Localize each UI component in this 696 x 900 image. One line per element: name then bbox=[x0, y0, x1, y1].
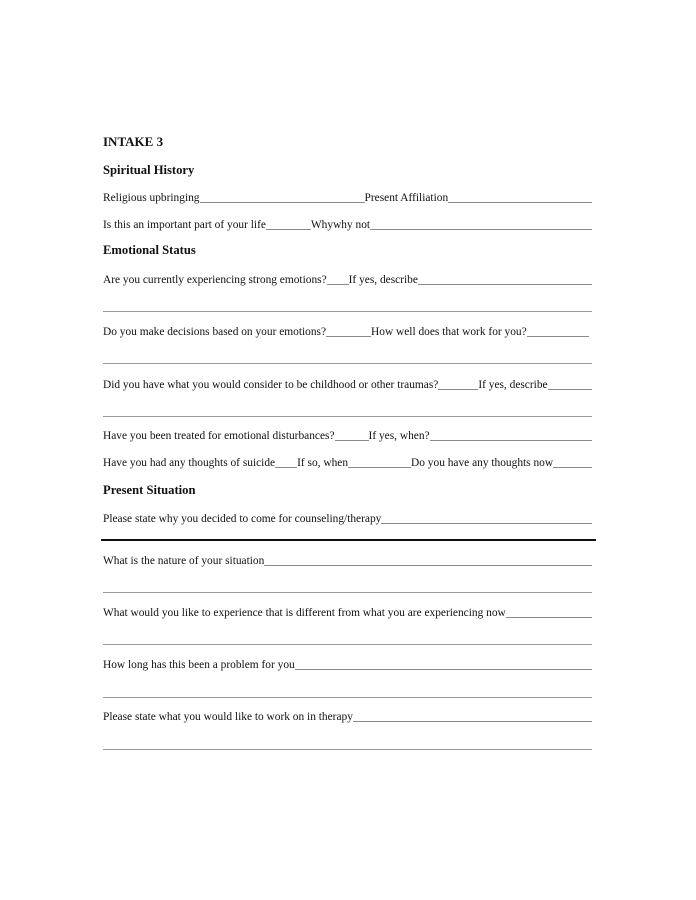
field-nature-situation[interactable] bbox=[264, 565, 592, 566]
field-treated-when[interactable] bbox=[430, 440, 592, 441]
label-childhood-traumas: Did you have what you would consider to be childhood or other traumas? bbox=[103, 379, 439, 391]
field-suicide-when[interactable] bbox=[348, 467, 411, 468]
field-religious-upbringing[interactable] bbox=[200, 202, 365, 203]
field-present-affiliation[interactable] bbox=[448, 202, 592, 203]
form-row-how-long-problem bbox=[103, 656, 592, 672]
section-heading-emotional-status: Emotional Status bbox=[103, 243, 196, 257]
field-important-part[interactable] bbox=[266, 229, 311, 230]
label-present-affiliation: Present Affiliation bbox=[364, 192, 449, 204]
field-nature-situation-continued[interactable] bbox=[103, 592, 592, 593]
field-describe-emotions-continued[interactable] bbox=[103, 311, 592, 312]
form-row-experience-different bbox=[103, 604, 592, 620]
label-work-on-therapy: Please state what you would like to work on in therapy bbox=[103, 711, 353, 723]
field-how-long-problem-continued[interactable] bbox=[103, 697, 592, 698]
label-treated-disturbances: Have you been treated for emotional disturbances? bbox=[103, 430, 335, 442]
field-experience-different-continued[interactable] bbox=[103, 644, 592, 645]
field-how-well-works[interactable] bbox=[527, 336, 589, 337]
label-suicide-thoughts: Have you had any thoughts of suicide bbox=[103, 457, 276, 469]
form-row-nature-situation bbox=[103, 552, 592, 568]
form-row-treated-disturbances bbox=[103, 427, 592, 443]
label-why-why-not: Whywhy not bbox=[310, 219, 371, 231]
form-row-religious-upbringing bbox=[103, 189, 592, 205]
form-row-decisions-emotions bbox=[103, 323, 592, 339]
label-if-yes-describe-traumas: If yes, describe bbox=[478, 379, 548, 391]
field-strong-emotions[interactable] bbox=[327, 284, 349, 285]
label-if-yes-when: If yes, when? bbox=[368, 430, 430, 442]
field-work-on-therapy[interactable] bbox=[353, 721, 592, 722]
field-describe-traumas[interactable] bbox=[548, 389, 592, 390]
form-title: INTAKE 3 bbox=[103, 134, 164, 149]
section-heading-spiritual-history: Spiritual History bbox=[103, 163, 195, 177]
label-religious-upbringing: Religious upbringing bbox=[103, 192, 200, 204]
field-describe-emotions[interactable] bbox=[418, 284, 592, 285]
field-work-on-therapy-continued[interactable] bbox=[103, 749, 592, 750]
label-thoughts-now: Do you have any thoughts now bbox=[411, 457, 554, 469]
label-if-yes-describe-emotions: If yes, describe bbox=[348, 274, 418, 286]
label-strong-emotions: Are you currently experiencing strong emotions? bbox=[103, 274, 327, 286]
label-how-well-works: How well does that work for you? bbox=[371, 326, 527, 338]
field-why-why-not[interactable] bbox=[370, 229, 592, 230]
label-nature-situation: What is the nature of your situation bbox=[103, 555, 265, 567]
form-row-childhood-traumas bbox=[103, 376, 592, 392]
field-treated-disturbances[interactable] bbox=[335, 440, 369, 441]
field-how-well-works-continued[interactable] bbox=[103, 363, 592, 364]
field-how-long-problem[interactable] bbox=[295, 669, 592, 670]
label-why-counseling: Please state why you decided to come for counseling/therapy bbox=[103, 513, 382, 525]
field-decisions-emotions[interactable] bbox=[326, 336, 371, 337]
field-why-counseling[interactable] bbox=[381, 523, 592, 524]
label-if-so-when: If so, when bbox=[297, 457, 349, 469]
form-row-strong-emotions bbox=[103, 271, 592, 287]
section-divider bbox=[101, 539, 596, 541]
label-important-part: Is this an important part of your life bbox=[103, 219, 266, 231]
field-childhood-traumas[interactable] bbox=[438, 389, 478, 390]
field-thoughts-now[interactable] bbox=[553, 467, 592, 468]
section-heading-present-situation: Present Situation bbox=[103, 483, 196, 497]
field-experience-different[interactable] bbox=[506, 617, 592, 618]
label-how-long-problem: How long has this been a problem for you bbox=[103, 659, 295, 671]
form-row-why-counseling bbox=[103, 510, 592, 526]
form-row-work-on-therapy bbox=[103, 708, 592, 724]
field-suicide-thoughts[interactable] bbox=[275, 467, 297, 468]
label-experience-different: What would you like to experience that is different from what you are experiencing now bbox=[103, 607, 506, 619]
label-decisions-emotions: Do you make decisions based on your emotions? bbox=[103, 326, 327, 338]
field-describe-traumas-continued[interactable] bbox=[103, 416, 592, 417]
form-row-suicide-thoughts bbox=[103, 454, 592, 470]
form-row-important-part bbox=[103, 216, 592, 232]
